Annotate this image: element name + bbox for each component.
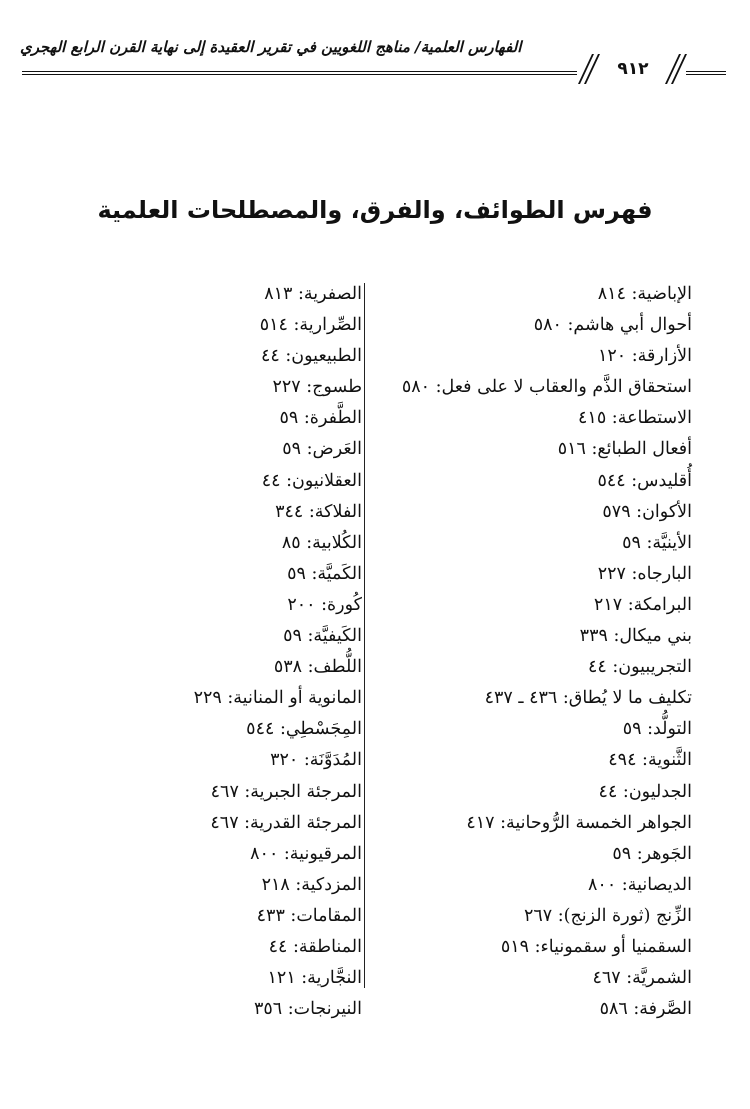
- index-entry: العَرض: ٥٩: [282, 439, 362, 460]
- index-entry: البرامكة: ٢١٧: [593, 594, 692, 615]
- index-entry: التجريبيون: ٤٤: [587, 657, 692, 678]
- index-title: فهرس الطوائف، والفرق، والمصطلحات العلمية: [97, 196, 653, 224]
- index-entry: المُدَوَّنَة: ٣٢٠: [270, 750, 362, 771]
- index-entry: بني ميكال: ٣٣٩: [579, 626, 692, 647]
- index-entry: أُقليدس: ٥٤٤: [597, 470, 692, 491]
- index-entry: السقمنيا أو سقمونياء: ٥١٩: [500, 936, 692, 957]
- index-entry: المرجئة القدرية: ٤٦٧: [210, 812, 362, 833]
- column-divider: [364, 283, 365, 988]
- index-entry: الجَوهر: ٥٩: [612, 843, 692, 864]
- index-column-left: [142, 280, 362, 1026]
- index-entry: الإباضية: ٨١٤: [597, 284, 692, 304]
- index-entry: الزِّنج (ثورة الزنج): ٢٦٧: [523, 905, 692, 926]
- index-entry: أحوال أبي هاشم: ٥٨٠: [533, 315, 692, 336]
- index-entry: المرجئة الجبرية: ٤٦٧: [210, 781, 362, 802]
- index-entry: النيرنجات: ٣٥٦: [253, 999, 362, 1020]
- index-entry: الطبيعيون: ٤٤: [261, 346, 362, 367]
- index-entry: الثَّنوية: ٤٩٤: [608, 750, 692, 771]
- header-rule: [686, 71, 726, 75]
- index-entry: الكَيفيَّة: ٥٩: [283, 626, 362, 647]
- index-entry: الشمريَّة: ٤٦٧: [592, 968, 692, 989]
- header-rule: [22, 71, 577, 75]
- index-entry: المناطقة: ٤٤: [268, 936, 362, 957]
- index-entry: اللُّطف: ٥٣٨: [273, 657, 362, 678]
- page-number: ٩١٢: [617, 59, 649, 79]
- index-entry: المزدكية: ٢١٨: [261, 874, 362, 895]
- index-entry: المرقيونية: ٨٠٠: [250, 843, 362, 864]
- index-entry: الفلاكة: ٣٤٤: [275, 501, 362, 522]
- index-entry: الصَّرفة: ٥٨٦: [599, 999, 692, 1020]
- index-entry: المِجَسْطِي: ٥٤٤: [246, 719, 362, 740]
- index-entry: الكَميَّة: ٥٩: [287, 563, 362, 584]
- index-entry: الصفرية: ٨١٣: [264, 284, 362, 304]
- running-header-title: الفهارس العلمية/ مناهج اللغويين في تقرير العقيدة إلى نهاية القرن الرابع الهجري: [20, 38, 522, 56]
- index-entry: طسوج: ٢٢٧: [272, 377, 362, 398]
- index-entry: النجَّارية: ١٢١: [267, 968, 362, 989]
- index-entry: تكليف ما لا يُطاق: ٤٣٦ ـ ٤٣٧: [484, 688, 692, 709]
- index-entry: الصِّرارية: ٥١٤: [259, 315, 362, 336]
- index-entry: الجدليون: ٤٤: [598, 781, 692, 802]
- index-entry: الكُلابية: ٨٥: [281, 532, 362, 553]
- index-entry: الأزارقة: ١٢٠: [597, 346, 692, 367]
- index-entry: المقامات: ٤٣٣: [256, 905, 362, 926]
- index-entry: البارجاه: ٢٢٧: [597, 563, 692, 584]
- index-entry: استحقاق الذَّم والعقاب لا على فعل: ٥٨٠: [401, 377, 692, 398]
- index-entry: كُورة: ٢٠٠: [287, 594, 362, 615]
- index-entry: الاستطاعة: ٤١٥: [578, 408, 692, 429]
- index-entry: الأينيَّة: ٥٩: [622, 532, 692, 553]
- index-entry: الأكوان: ٥٧٩: [602, 501, 692, 522]
- index-entry: الديصانية: ٨٠٠: [588, 874, 692, 895]
- index-entry: التولُّد: ٥٩: [622, 719, 692, 740]
- index-entry: العقلانيون: ٤٤: [261, 470, 362, 491]
- index-entry: أفعال الطبائع: ٥١٦: [557, 439, 692, 460]
- index-entry: المانوية أو المنانية: ٢٢٩: [193, 688, 362, 709]
- index-entry: الطَّفرة: ٥٩: [279, 408, 362, 429]
- index-entry: الجواهر الخمسة الرُّوحانية: ٤١٧: [466, 812, 692, 833]
- index-column-right: [362, 280, 692, 1026]
